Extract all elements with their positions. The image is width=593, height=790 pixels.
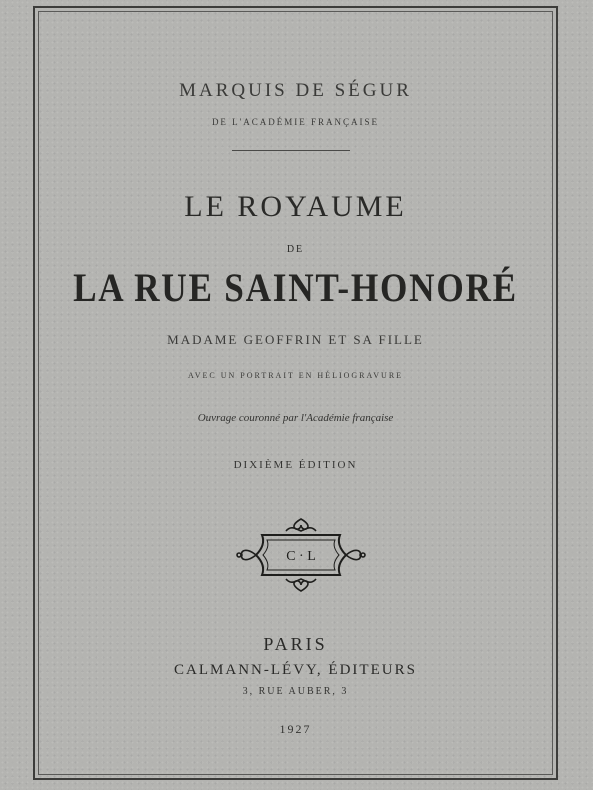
publisher-mark-text: C · L [286,549,316,564]
award-note: Ouvrage couronné par l'Académie française [197,412,394,424]
portrait-note: AVEC UN PORTRAIT EN HÉLIOGRAVURE [187,371,404,380]
book-title-line2: LA RUE SAINT-HONORÉ [73,265,518,310]
publication-city: PARIS [263,634,328,654]
book-title-line1: LE ROYAUME [184,190,407,223]
publication-year: 1927 [279,722,312,736]
author-name: MARQUIS DE SÉGUR [179,80,412,101]
edition-statement: DIXIÈME ÉDITION [233,459,358,471]
author-affiliation: DE L'ACADÉMIE FRANÇAISE [211,117,380,127]
publisher-name: CALMANN-LÉVY, ÉDITEURS [174,662,417,678]
publisher-address: 3, RUE AUBER, 3 [242,686,349,697]
divider-rule [232,150,350,151]
book-title-connector: DE [286,244,305,255]
book-subtitle: MADAME GEOFFRIN ET SA FILLE [167,332,424,347]
publisher-mark-icon [236,515,366,595]
